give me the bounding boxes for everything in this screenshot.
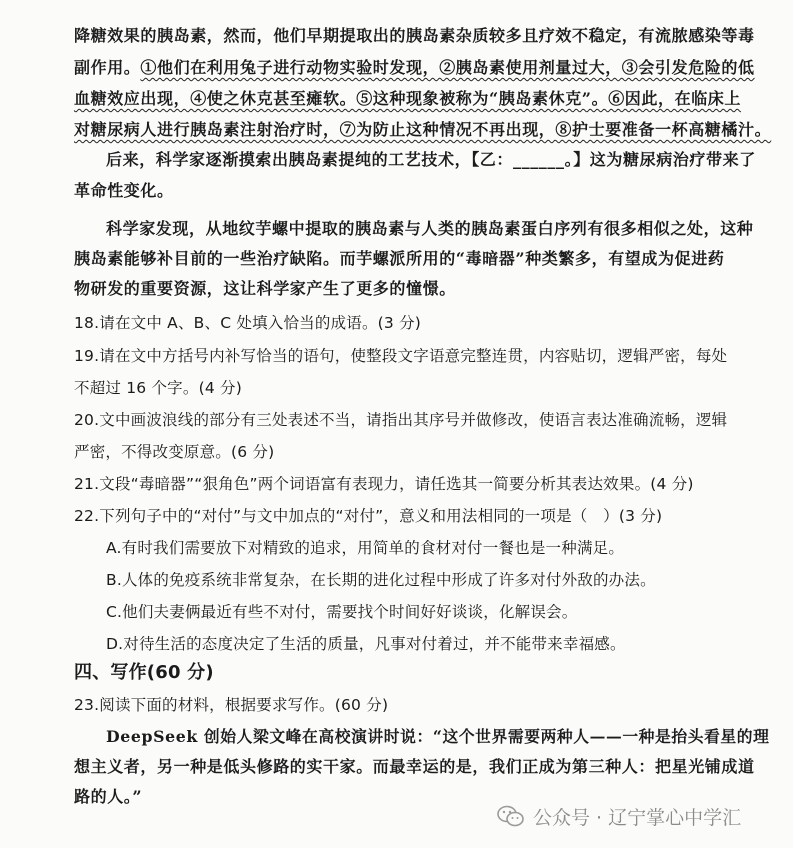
question-22: 22.下列句子中的“对付”与文中加点的“对付”，意义和用法相同的一项是（ ）(3 分) [74, 507, 663, 525]
question-20-line-1: 20.文中画波浪线的部分有三处表述不当，请指出其序号并做修改，使语言表达准确流畅，逻辑 [74, 411, 728, 429]
option-b: B.人体的免疫系统非常复杂，在长期的进化过程中形成了许多对付外敌的办法。 [106, 571, 656, 589]
passage-line-2 [74, 56, 755, 80]
question-23: 23.阅读下面的材料，根据要求写作。(60 分) [74, 696, 389, 714]
option-d: D.对待生活的态度决定了生活的质量，凡事对付着过，并不能带来幸福感。 [106, 635, 626, 653]
material-line-2: 想主义者，另一种是低头修路的实干家。而最幸运的是，我们正成为第三种人：把星光铺成道 [74, 757, 755, 776]
option-c: C.他们夫妻俩最近有些不对付，需要找个时间好好谈谈，化解误会。 [106, 603, 578, 621]
material-line-3: 路的人。” [74, 787, 143, 806]
question-19-line-1: 19.请在文中方括号内补写恰当的语句，使整段文字语意完整连贯，内容贴切，逻辑严密，每处 [74, 347, 728, 365]
wavy-underlined-text: ①他们在利用兔子进行动物实验时发现，②胰岛素使用剂量过大，③会引发危险的低 [140, 58, 755, 77]
passage-line-1: 降糖效果的胰岛素，然而，他们早期提取出的胰岛素杂质较多且疗效不稳定，有流脓感染等毒 [74, 26, 755, 45]
watermark-text: 公众号 · 辽宁掌心中学汇 [533, 806, 742, 829]
wavy-underlined-line-4: 对糖尿病人进行胰岛素注射治疗时，⑦为防止这种情况不再出现，⑧护士要准备一杯高糖橘汁。 [74, 120, 772, 139]
material-line-1: DeepSeek 创始人梁文峰在高校演讲时说：“这个世界需要两种人——一种是抬头看星的理 [106, 727, 770, 746]
passage-line-8: 胰岛素能够补目前的一些治疗缺陷。而芋螺派所用的“毒暗器”种类繁多，有望成为促进药 [74, 249, 725, 268]
question-18: 18.请在文中 A、B、C 处填入恰当的成语。(3 分) [74, 314, 422, 332]
passage-line-5: 后来，科学家逐渐摸索出胰岛素提纯的工艺技术，【乙：______。】这为糖尿病治疗带来了 [106, 150, 756, 169]
question-20-line-2: 严密，不得改变原意。(6 分) [74, 443, 275, 461]
wechat-icon [497, 804, 525, 828]
section-heading: 四、写作(60 分) [74, 662, 214, 683]
wavy-underlined-line-3: 血糖效应出现，④使之休克甚至瘫软。⑤这种现象被称为“胰岛素休克”。⑥因此，在临床上 [74, 89, 742, 108]
passage-line-6: 革命性变化。 [74, 181, 174, 200]
option-a: A.有时我们需要放下对精致的追求，用简单的食材对付一餐也是一种满足。 [106, 539, 625, 557]
passage-line-9: 物研发的重要资源，这让科学家产生了更多的憧憬。 [74, 279, 456, 298]
question-19-line-2: 不超过 16 个字。(4 分) [74, 379, 242, 397]
watermark [497, 800, 741, 832]
passage-text: 副作用。 [74, 58, 141, 77]
question-21: 21.文段“毒暗器”“狠角色”两个词语富有表现力，请任选其一简要分析其表达效果。(4 分) [74, 475, 694, 493]
passage-line-7: 科学家发现，从地纹芋螺中提取的胰岛素与人类的胰岛素蛋白序列有很多相似之处，这种 [106, 219, 754, 238]
